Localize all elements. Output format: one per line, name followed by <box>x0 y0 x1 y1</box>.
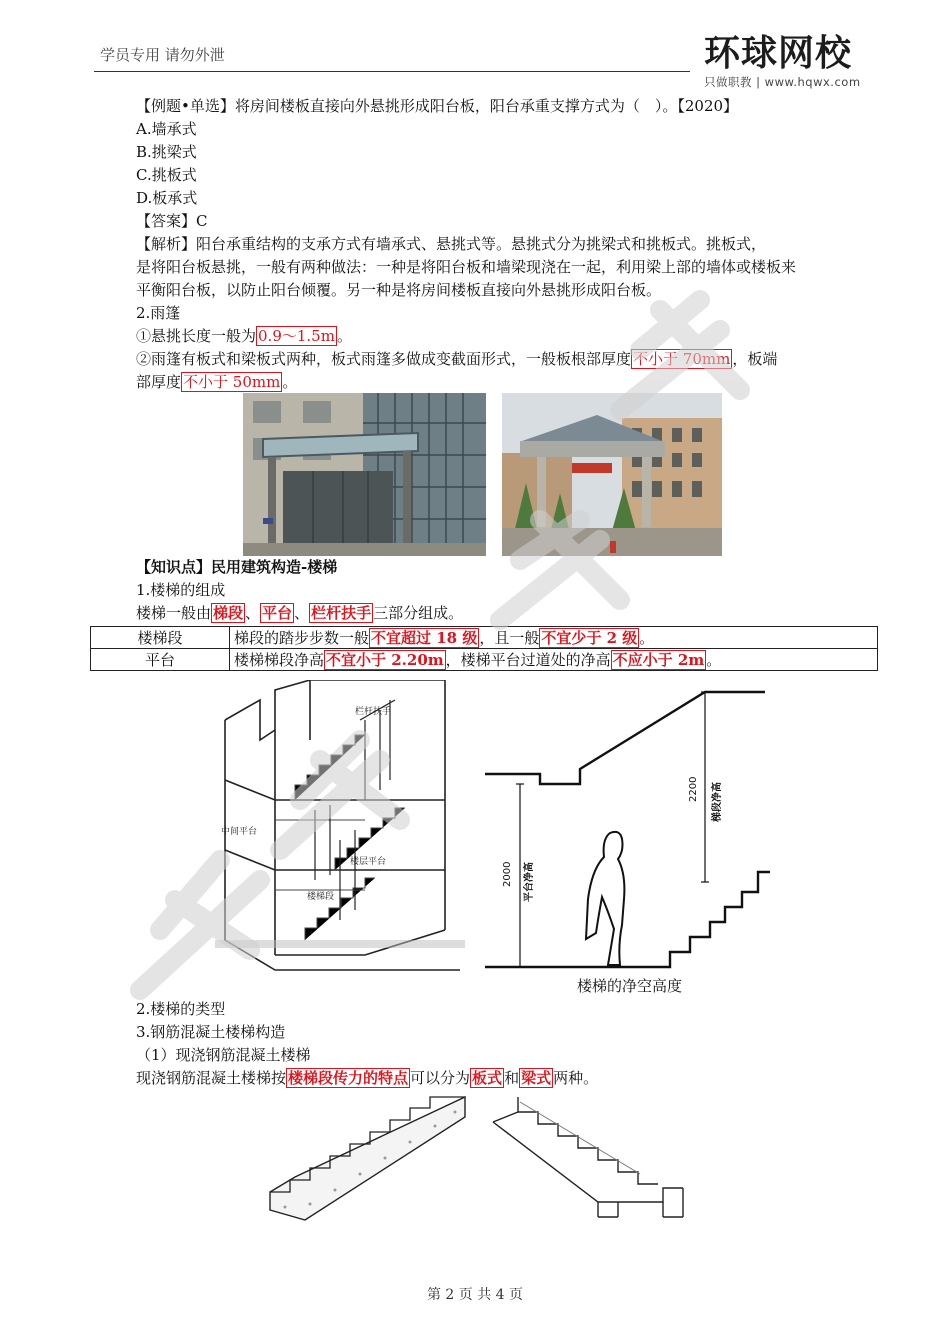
canopy-point-2-cont <box>136 371 297 394</box>
question-stem: 【例题•单选】将房间楼板直接向外悬挑形成阳台板，阳台承重支撑方式为（ ）。 <box>136 97 678 115</box>
highlight-min-steps: 不宜少于 2 级 <box>541 629 638 647</box>
canopy-heading: 2.雨篷 <box>136 304 181 322</box>
highlight-platform-clearance: 不应小于 2m <box>612 651 705 669</box>
canopy-photo-glass <box>243 393 486 556</box>
table-cell-name: 平台 <box>91 649 230 671</box>
option-c: C.挑板式 <box>136 166 197 184</box>
header-note: 学员专用 请勿外泄 <box>100 46 225 64</box>
stairs-sub3: 3.钢筋混凝土楼梯构造 <box>136 1023 286 1041</box>
cast-stair-types <box>136 1067 598 1090</box>
highlight-cantilever-length: 0.9～1.5m <box>258 327 335 345</box>
canopy-point-2-text: ②雨篷有板式和梁板式两种，板式雨篷多做成变截面形式，一般板根部厚度 <box>136 350 632 368</box>
row2-mid: ，楼梯平台过道处的净高 <box>445 651 611 669</box>
row2-post: 。 <box>706 651 722 669</box>
option-d: D.板承式 <box>136 189 198 207</box>
figure-caption: 楼梯的净空高度 <box>577 977 683 995</box>
question-stem-line <box>136 95 738 118</box>
canopy-point-2-mid: ，板端 <box>732 350 778 368</box>
stairs-sub3-1: （1）现浇钢筋混凝土楼梯 <box>136 1046 311 1064</box>
highlight-end-thickness: 不小于 50mm <box>183 373 281 391</box>
cast-mid-1: 可以分为 <box>410 1069 471 1087</box>
logo-sub-text: 只做职教 | www.hqwx.com <box>704 75 861 89</box>
row1-pre: 梯段的踏步步数一般 <box>234 629 370 647</box>
canopy-photo-portico <box>502 393 722 556</box>
canopy-point-2-end: 。 <box>282 373 298 391</box>
label-platform-clearance: 平台净高 <box>524 862 535 902</box>
components-post: 三部分组成。 <box>373 604 464 622</box>
table-cell-desc <box>230 627 878 649</box>
option-a: A.墙承式 <box>136 120 197 138</box>
canopy-point-1 <box>136 325 352 348</box>
canopy-point-1-text: ①悬挑长度一般为 <box>136 327 257 345</box>
highlight-flight: 梯段 <box>213 604 244 622</box>
header-divider <box>94 71 690 72</box>
label-2000: 2000 <box>502 861 513 887</box>
label-flight: 楼梯段 <box>307 892 335 902</box>
components-sep-1: 、 <box>245 604 261 622</box>
label-2200: 2200 <box>688 776 699 802</box>
components-sep-2: 、 <box>294 604 310 622</box>
stairs-components <box>136 602 463 625</box>
label-flight-clearance: 梯段净高 <box>712 782 723 822</box>
option-b: B.挑梁式 <box>136 143 197 161</box>
highlight-root-thickness: 不小于 70mm <box>633 350 731 368</box>
stairs-sub2: 2.楼梯的类型 <box>136 1000 226 1018</box>
label-floor-platform: 楼层平台 <box>350 857 387 867</box>
components-pre: 楼梯一般由 <box>136 604 212 622</box>
stair-isometric-figure <box>215 680 465 980</box>
answer-line: 【答案】C <box>136 212 208 230</box>
table-cell-name: 楼梯段 <box>91 627 230 649</box>
knowledge-title: 【知识点】民用建筑构造-楼梯 <box>136 558 338 576</box>
highlight-beam-type: 梁式 <box>521 1069 552 1087</box>
table-cell-desc <box>230 649 878 671</box>
table-row <box>91 627 878 649</box>
canopy-point-2-cont-text: 部厚度 <box>136 373 182 391</box>
table-row <box>91 649 878 671</box>
row1-mid: ，且一般 <box>479 629 540 647</box>
analysis-line-3: 平衡阳台板，以防止阳台倾覆。另一种是将房间楼板直接向外悬挑形成阳台板。 <box>136 281 662 299</box>
stair-clearance-figure <box>480 672 770 972</box>
beam-stair-figure <box>488 1092 688 1224</box>
highlight-max-steps: 不宜超过 18 级 <box>371 629 478 647</box>
canopy-point-2 <box>136 348 777 371</box>
highlight-railing: 栏杆扶手 <box>311 604 372 622</box>
label-railing: 栏杆扶手 <box>355 707 392 717</box>
highlight-flight-clearance: 不宜小于 2.20m <box>326 651 444 669</box>
stairs-table <box>90 626 878 671</box>
page-footer: 第 2 页 共 4 页 <box>426 1287 524 1303</box>
highlight-platform: 平台 <box>262 604 293 622</box>
row2-pre: 楼梯梯段净高 <box>234 651 325 669</box>
question-year: 【2020】 <box>677 97 739 115</box>
analysis-line-1: 【解析】阳台承重结构的支承方式有墙承式、悬挑式等。悬挑式分为挑梁式和挑板式。挑板式， <box>136 235 767 253</box>
row1-post: 。 <box>639 629 655 647</box>
cast-post: 两种。 <box>553 1069 599 1087</box>
label-mid-platform: 中间平台 <box>221 827 258 837</box>
highlight-slab-type: 板式 <box>472 1069 503 1087</box>
analysis-line-2: 是将阳台板悬挑，一般有两种做法：一种是将阳台板和墙梁现浇在一起，利用梁上部的墙体或楼板来 <box>136 258 797 276</box>
cast-mid-2: 和 <box>504 1069 520 1087</box>
stairs-sub1: 1.楼梯的组成 <box>136 581 226 599</box>
brand-logo <box>704 34 874 94</box>
logo-main-text: 环球网校 <box>704 33 853 74</box>
cast-pre: 现浇钢筋混凝土楼梯按 <box>136 1069 287 1087</box>
canopy-point-1-end: 。 <box>336 327 352 345</box>
highlight-force-feature: 楼梯段传力的特点 <box>288 1069 409 1087</box>
slab-stair-figure <box>265 1092 470 1224</box>
